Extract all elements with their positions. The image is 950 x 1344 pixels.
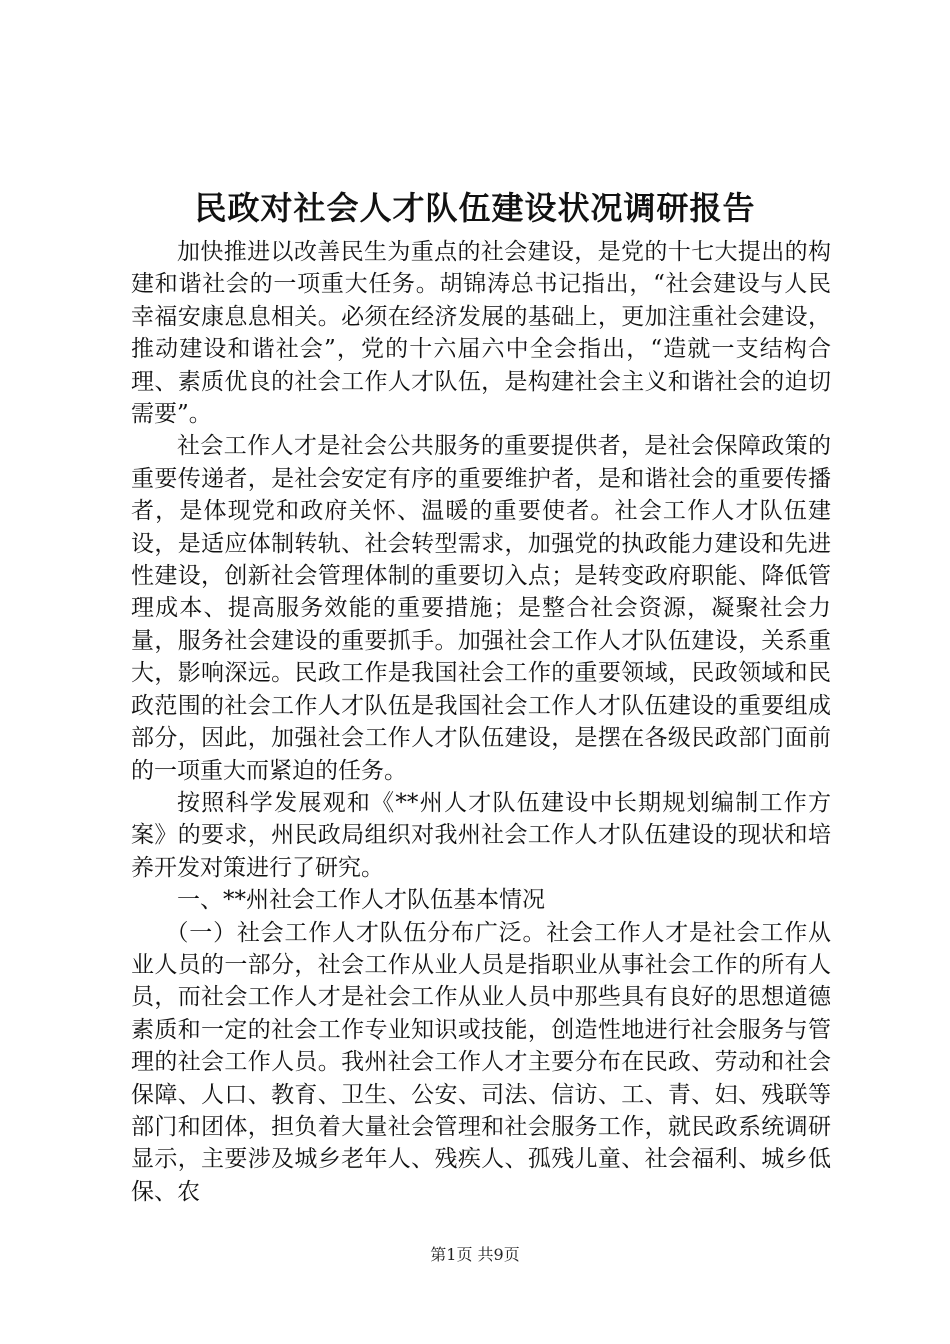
paragraph-distribution: （一）社会工作人才队伍分布广泛。社会工作人才是社会工作从业人员的一部分，社会工作从业人员是指职业从事社会工作的所有人员，而社会工作人才是社会工作从业人员中那些具有良好的思想道德素质和一定的社会工作专业知识或技能，创造性地进行社会服务与管理的社会工作人员。我州社会工作人才主要分布在民政、劳动和社会保障、人口、教育、卫生、公安、司法、信访、工、青、妇、残联等部门和团体，担负着大量社会管理和社会服务工作，就民政系统调研显示，主要涉及城乡老年人、残疾人、孤残儿童、社会福利、城乡低保、农 <box>131 919 831 1205</box>
paragraph-research: 按照科学发展观和《**州人才队伍建设中长期规划编制工作方案》的要求，州民政局组织对我州社会工作人才队伍建设的现状和培养开发对策进行了研究。 <box>131 789 831 881</box>
section-heading: 一、**州社会工作人才队伍基本情况 <box>177 887 545 914</box>
paragraph-intro: 加快推进以改善民生为重点的社会建设，是党的十七大提出的构建和谐社会的一项重大任务。胡锦涛总书记指出，“社会建设与人民幸福安康息息相关。必须在经济发展的基础上，更加注重社会建设，推动建设和谐社会”，党的十六届六中全会指出，“造就一支结构合理、素质优良的社会工作人才队伍，是构建社会主义和谐社会的迫切需要”。 <box>131 239 831 428</box>
document-title: 民政对社会人才队伍建设状况调研报告 <box>194 189 756 227</box>
paragraph-importance: 社会工作人才是社会公共服务的重要提供者，是社会保障政策的重要传递者，是社会安定有序的重要维护者，是和谐社会的重要传播者，是体现党和政府关怀、温暖的重要使者。社会工作人才队伍建设，是适应体制转轨、社会转型需求，加强党的执政能力建设和先进性建设，创新社会管理体制的重要切入点；是转变政府职能、降低管理成本、提高服务效能的重要措施；是整合社会资源，凝聚社会力量，服务社会建设的重要抓手。加强社会工作人才队伍建设，关系重大，影响深远。民政工作是我国社会工作的重要领域，民政领域和民政范围的社会工作人才队伍是我国社会工作人才队伍建设的重要组成部分，因此，加强社会工作人才队伍建设，是摆在各级民政部门面前的一项重大而紧迫的任务。 <box>131 433 831 784</box>
document-body <box>131 236 831 1208</box>
page-footer: 第1页 共9页 <box>430 1245 520 1264</box>
